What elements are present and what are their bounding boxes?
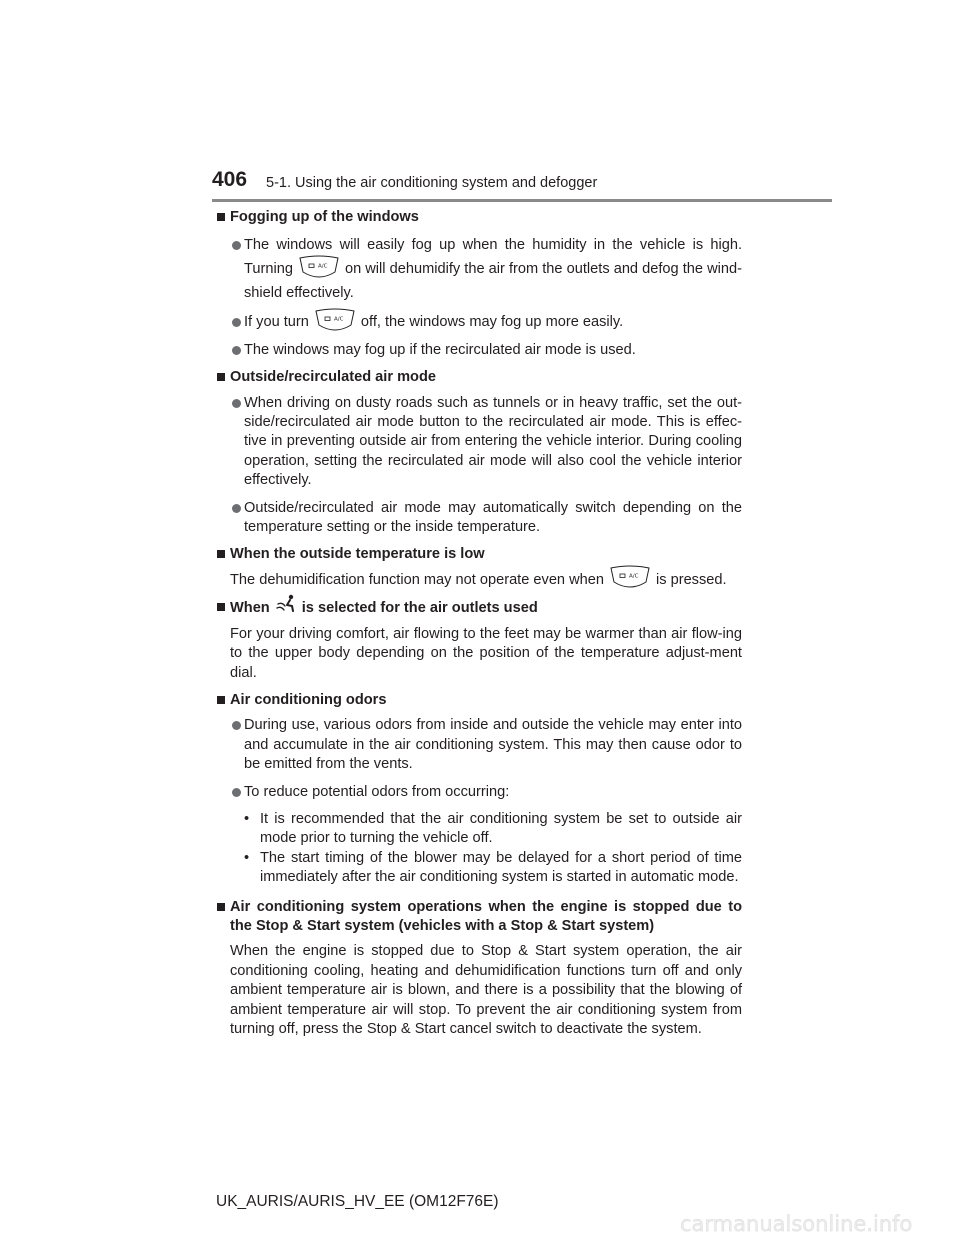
heading-text: When xyxy=(230,600,270,617)
section-heading xyxy=(216,598,742,618)
sub-list-item xyxy=(216,810,742,849)
section-stop-start xyxy=(216,898,742,1040)
svg-text:A/C: A/C xyxy=(629,573,639,580)
page-header xyxy=(0,0,960,205)
item-text: off, the windows may fog up more easily. xyxy=(360,314,624,331)
section-odors xyxy=(216,691,742,898)
section-paragraph: For your driving comfort, air flowing to the feet may be warmer than air flow-ing to the upper body depending on the position of the temperature adjust-ment dial. xyxy=(230,625,742,681)
page-number: 406 xyxy=(212,168,248,191)
watermark-text: carmanualsonline.info xyxy=(680,1212,913,1236)
page-content xyxy=(216,208,742,1047)
paragraph-text: is pressed. xyxy=(656,571,727,588)
section-heading: Fogging up of the windows xyxy=(216,208,742,227)
section-paragraph: When the engine is stopped due to Stop & Start system operation, the air conditioning cooling, heating and dehumidification functions turn off and only ambient temperature air is blown, and there is a possibility that the blowing of ambient temperature air will stop. To prevent the air conditioning system from turning off, press the Stop & Start cancel switch to deactivate the system. xyxy=(230,943,742,1038)
watermark-logo xyxy=(680,1210,950,1238)
sub-list-item xyxy=(216,849,742,888)
list-item: When driving on dusty roads such as tunnels or in heavy traffic, set the out-side/recirculated air mode button to the recirculated air mode. This is effec-tive in preventing outside air from entering the vehicle interior. During cooling operation, setting the recirculated air mode will also cool the vehicle interior effectively. xyxy=(216,394,742,491)
item-text: If you turn xyxy=(244,314,309,331)
list-item xyxy=(216,233,742,305)
sub-bullet: • xyxy=(244,811,250,827)
section-heading: Air conditioning odors xyxy=(216,691,742,710)
section-heading: When the outside temperature is low xyxy=(216,545,742,564)
section-title: 5-1. Using the air conditioning system and defogger xyxy=(266,175,598,191)
heading-text: is selected for the air outlets used xyxy=(301,600,538,617)
item-text: on will dehumidify the air from the outlets and defog the wind-shield effectively. xyxy=(244,261,742,302)
sub-item-text: It is recommended that the air conditioning system be set to outside air mode prior to turning the vehicle off. xyxy=(260,811,742,847)
section-outside-recirculated xyxy=(216,368,742,537)
list-item: The windows may fog up if the recirculated air mode is used. xyxy=(216,341,742,360)
header-rule xyxy=(212,199,832,202)
ac-button-icon xyxy=(297,255,341,279)
item-text: The windows will easily fog up when the humidity in the vehicle is high. Turning xyxy=(244,237,742,278)
paragraph-text: The dehumidification function may not operate even when xyxy=(230,571,604,588)
section-heading: Air conditioning system operations when the engine is stopped due to the Stop & Start system (vehicles with a Stop & Start system) xyxy=(216,898,742,937)
ac-button-icon xyxy=(313,308,357,332)
section-paragraph xyxy=(216,571,742,590)
list-item: To reduce potential odors from occurring: xyxy=(216,783,742,802)
feet-air-outlet-icon xyxy=(276,594,298,618)
list-item: During use, various odors from inside and outside the vehicle may enter into and accumulate in the air conditioning system. This may then cause odor to be emitted from the vents. xyxy=(216,716,742,774)
spacer xyxy=(216,888,742,898)
svg-text:A/C: A/C xyxy=(317,263,328,270)
list-item: Outside/recirculated air mode may automatically switch depending on the temperature setting or the inside temperature. xyxy=(216,499,742,538)
sub-bullet: • xyxy=(244,849,250,866)
svg-text:A/C: A/C xyxy=(333,316,344,323)
section-fogging xyxy=(216,208,742,360)
footer-code: UK_AURIS/AURIS_HV_EE (OM12F76E) xyxy=(216,1193,499,1210)
section-low-temperature xyxy=(216,545,742,590)
list-item xyxy=(216,313,742,332)
section-heading: Outside/recirculated air mode xyxy=(216,368,742,387)
sub-item-text: The start timing of the blower may be delayed for a short period of time immediately after the air conditioning system is started in automatic mode. xyxy=(260,849,742,886)
section-feet-outlet xyxy=(216,598,742,683)
ac-button-icon xyxy=(608,565,652,589)
